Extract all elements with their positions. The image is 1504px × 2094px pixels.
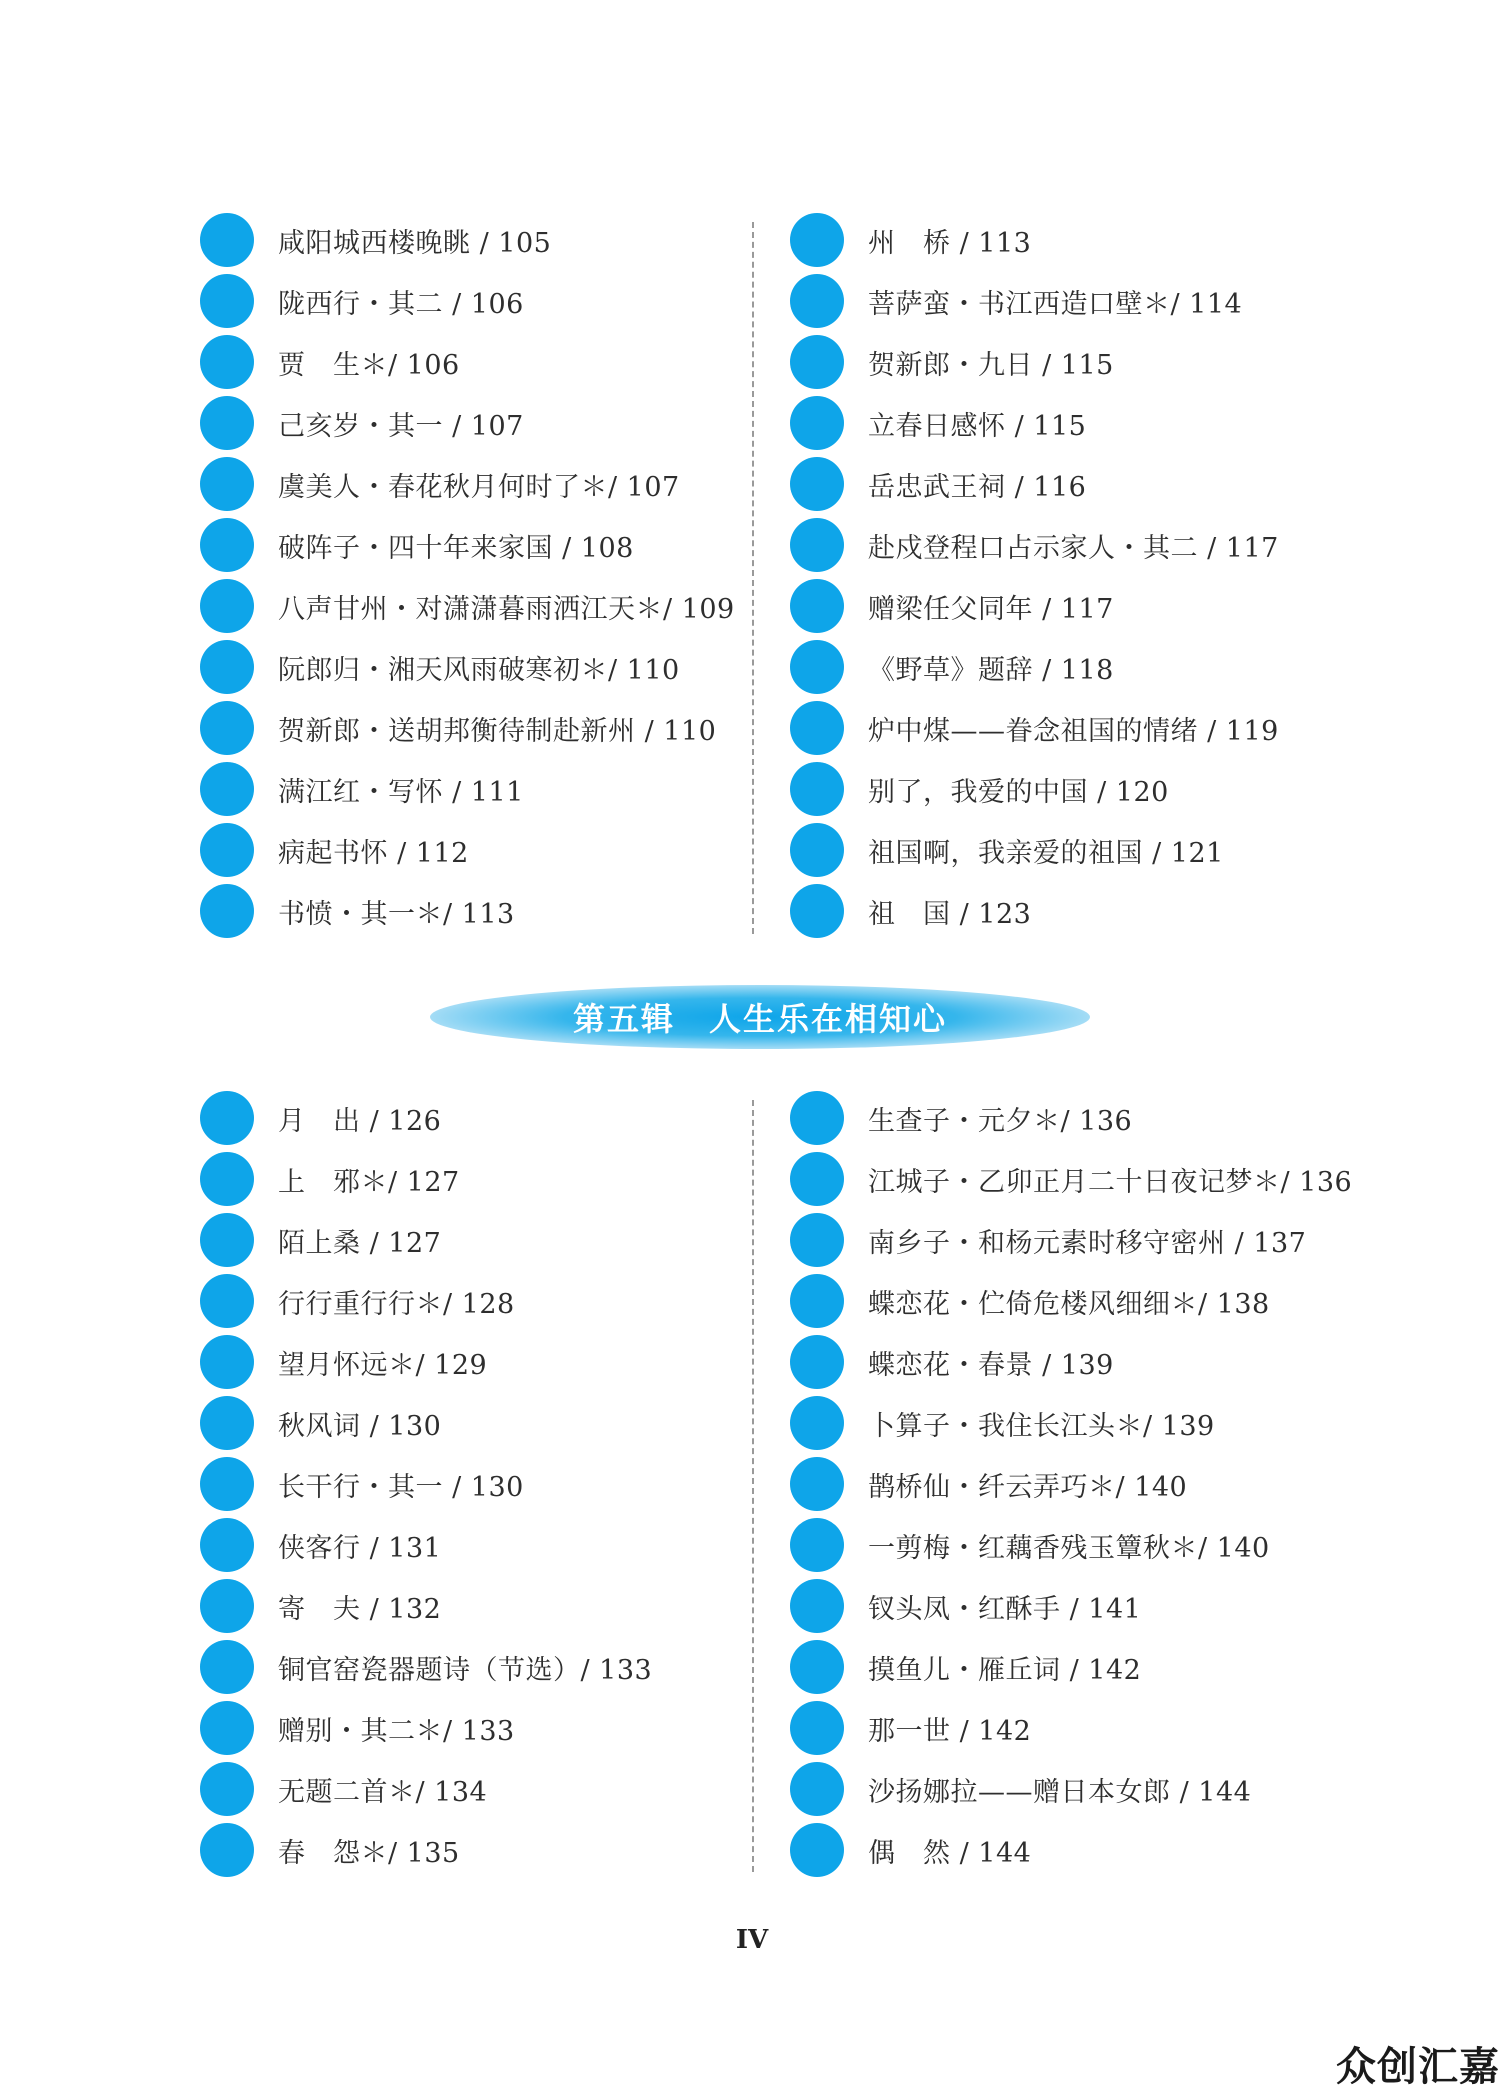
entry-title: 那一世 / 142 <box>868 1715 1032 1747</box>
list-item[interactable] <box>790 1274 1350 1328</box>
bullet-dot-icon <box>790 1274 844 1328</box>
entry-title: 秋风词 / 130 <box>278 1410 442 1442</box>
list-item[interactable] <box>790 1640 1350 1694</box>
entry-title: 岳忠武王祠 / 116 <box>868 471 1087 503</box>
entry-title: 赴戍登程口占示家人・其二 / 117 <box>868 532 1279 564</box>
bullet-dot-icon <box>200 1457 254 1511</box>
entry-title: 偶 然 / 144 <box>868 1837 1032 1869</box>
list-item[interactable] <box>790 274 1350 328</box>
entry-title: 炉中煤——眷念祖国的情绪 / 119 <box>868 715 1279 747</box>
bullet-dot-icon <box>790 274 844 328</box>
entry-title: 立春日感怀 / 115 <box>868 410 1087 442</box>
bullet-dot-icon <box>200 701 254 755</box>
entry-title: 江城子・乙卯正月二十日夜记梦＊/ 136 <box>868 1166 1353 1198</box>
entry-title: 陇西行・其二 / 106 <box>278 288 524 320</box>
list-item[interactable] <box>790 1457 1350 1511</box>
list-item[interactable] <box>200 701 760 755</box>
list-item[interactable] <box>790 518 1350 572</box>
bullet-dot-icon <box>200 213 254 267</box>
entry-title: 钗头凤・红酥手 / 141 <box>868 1593 1142 1625</box>
bullet-dot-icon <box>790 1701 844 1755</box>
entry-title: 蝶恋花・伫倚危楼风细细＊/ 138 <box>868 1288 1270 1320</box>
bullet-dot-icon <box>790 701 844 755</box>
list-item[interactable] <box>200 1762 760 1816</box>
list-item[interactable] <box>790 884 1350 938</box>
bullet-dot-icon <box>790 1518 844 1572</box>
list-item[interactable] <box>200 640 760 694</box>
list-item[interactable] <box>200 1701 760 1755</box>
list-item[interactable] <box>200 457 760 511</box>
bullet-dot-icon <box>790 1823 844 1877</box>
bullet-dot-icon <box>200 1274 254 1328</box>
entry-title: 破阵子・四十年来家国 / 108 <box>278 532 634 564</box>
list-item[interactable] <box>790 701 1350 755</box>
watermark-logo: 众创汇嘉 <box>1336 2044 1500 2090</box>
entry-title: 生查子・元夕＊/ 136 <box>868 1105 1133 1137</box>
bullet-dot-icon <box>200 640 254 694</box>
bullet-dot-icon <box>200 1762 254 1816</box>
bullet-dot-icon <box>790 1091 844 1145</box>
bullet-dot-icon <box>200 457 254 511</box>
entry-title: 祖国啊，我亲爱的祖国 / 121 <box>868 837 1224 869</box>
entry-title: 贺新郎・送胡邦衡待制赴新州 / 110 <box>278 715 717 747</box>
bullet-dot-icon <box>790 1335 844 1389</box>
entry-title: 无题二首＊/ 134 <box>278 1776 488 1808</box>
list-item[interactable] <box>790 762 1350 816</box>
bullet-dot-icon <box>200 335 254 389</box>
bullet-dot-icon <box>790 579 844 633</box>
bullet-dot-icon <box>790 1396 844 1450</box>
bullet-dot-icon <box>200 1396 254 1450</box>
list-item[interactable] <box>200 1640 760 1694</box>
bullet-dot-icon <box>200 1152 254 1206</box>
entry-title: 一剪梅・红藕香残玉簟秋＊/ 140 <box>868 1532 1270 1564</box>
entry-title: 陌上桑 / 127 <box>278 1227 442 1259</box>
list-item[interactable] <box>200 396 760 450</box>
bullet-dot-icon <box>790 335 844 389</box>
entry-title: 病起书怀 / 112 <box>278 837 469 869</box>
entry-title: 赠梁任父同年 / 117 <box>868 593 1114 625</box>
list-item[interactable] <box>790 640 1350 694</box>
bullet-dot-icon <box>200 1579 254 1633</box>
list-item[interactable] <box>200 1335 760 1389</box>
column-divider <box>752 1100 754 1872</box>
entry-title: 望月怀远＊/ 129 <box>278 1349 488 1381</box>
list-item[interactable] <box>790 1152 1353 1206</box>
entry-title: 侠客行 / 131 <box>278 1532 442 1564</box>
bullet-dot-icon <box>790 1457 844 1511</box>
list-item[interactable] <box>200 1091 760 1145</box>
list-item[interactable] <box>200 1579 760 1633</box>
list-item[interactable] <box>790 1213 1350 1267</box>
entry-title: 寄 夫 / 132 <box>278 1593 442 1625</box>
entry-title: 己亥岁・其一 / 107 <box>278 410 524 442</box>
bullet-dot-icon <box>790 884 844 938</box>
entry-title: 州 桥 / 113 <box>868 227 1032 259</box>
list-item[interactable] <box>790 1396 1350 1450</box>
list-item[interactable] <box>200 1823 760 1877</box>
list-item[interactable] <box>790 1823 1350 1877</box>
list-item[interactable] <box>790 1335 1350 1389</box>
list-item[interactable] <box>200 1213 760 1267</box>
list-item[interactable] <box>790 1762 1350 1816</box>
bullet-dot-icon <box>200 1518 254 1572</box>
entry-title: 摸鱼儿・雁丘词 / 142 <box>868 1654 1142 1686</box>
bullet-dot-icon <box>790 1213 844 1267</box>
bullet-dot-icon <box>200 762 254 816</box>
bullet-dot-icon <box>200 518 254 572</box>
entry-title: 卜算子・我住长江头＊/ 139 <box>868 1410 1215 1442</box>
bullet-dot-icon <box>200 1640 254 1694</box>
bullet-dot-icon <box>790 213 844 267</box>
bullet-dot-icon <box>790 457 844 511</box>
entry-title: 虞美人・春花秋月何时了＊/ 107 <box>278 471 680 503</box>
list-item[interactable] <box>200 579 760 633</box>
bullet-dot-icon <box>200 579 254 633</box>
list-item[interactable] <box>200 1152 760 1206</box>
entry-title: 菩萨蛮・书江西造口壁＊/ 114 <box>868 288 1243 320</box>
entry-title: 春 怨＊/ 135 <box>278 1837 460 1869</box>
list-item[interactable] <box>200 1457 760 1511</box>
list-item[interactable] <box>200 762 760 816</box>
list-item[interactable] <box>790 335 1350 389</box>
bullet-dot-icon <box>790 396 844 450</box>
bullet-dot-icon <box>200 1091 254 1145</box>
bullet-dot-icon <box>200 274 254 328</box>
bullet-dot-icon <box>200 823 254 877</box>
bullet-dot-icon <box>200 884 254 938</box>
entry-title: 上 邪＊/ 127 <box>278 1166 460 1198</box>
list-item[interactable] <box>200 213 760 267</box>
entry-title: 《野草》题辞 / 118 <box>868 654 1114 686</box>
list-item[interactable] <box>790 457 1350 511</box>
section-title: 第五辑 人生乐在相知心 <box>572 1000 947 1038</box>
list-item[interactable] <box>200 823 760 877</box>
entry-title: 贺新郎・九日 / 115 <box>868 349 1114 381</box>
list-item[interactable] <box>200 1518 760 1572</box>
bullet-dot-icon <box>790 1152 844 1206</box>
page-number: IV <box>735 1925 769 1955</box>
entry-title: 八声甘州・对潇潇暮雨洒江天＊/ 109 <box>278 593 735 625</box>
bullet-dot-icon <box>790 823 844 877</box>
list-item[interactable] <box>790 1518 1350 1572</box>
bullet-dot-icon <box>790 640 844 694</box>
list-item[interactable] <box>200 884 760 938</box>
bullet-dot-icon <box>200 1213 254 1267</box>
list-item[interactable] <box>200 1274 760 1328</box>
list-item[interactable] <box>790 579 1350 633</box>
entry-title: 长干行・其一 / 130 <box>278 1471 524 1503</box>
entry-title: 蝶恋花・春景 / 139 <box>868 1349 1114 1381</box>
bullet-dot-icon <box>200 396 254 450</box>
entry-title: 祖 国 / 123 <box>868 898 1032 930</box>
entry-title: 赠别・其二＊/ 133 <box>278 1715 515 1747</box>
list-item[interactable] <box>200 518 760 572</box>
entry-title: 书愤・其一＊/ 113 <box>278 898 515 930</box>
bullet-dot-icon <box>790 1762 844 1816</box>
list-item[interactable] <box>790 1091 1350 1145</box>
bullet-dot-icon <box>200 1335 254 1389</box>
bullet-dot-icon <box>200 1823 254 1877</box>
list-item[interactable] <box>200 1396 760 1450</box>
list-item[interactable] <box>200 274 760 328</box>
entry-title: 贾 生＊/ 106 <box>278 349 460 381</box>
list-item[interactable] <box>790 1579 1350 1633</box>
entry-title: 满江红・写怀 / 111 <box>278 776 524 808</box>
entry-title: 别了，我爱的中国 / 120 <box>868 776 1169 808</box>
entry-title: 铜官窑瓷器题诗（节选）/ 133 <box>278 1654 653 1686</box>
entry-title: 鹊桥仙・纤云弄巧＊/ 140 <box>868 1471 1188 1503</box>
entry-title: 月 出 / 126 <box>278 1105 442 1137</box>
entry-title: 咸阳城西楼晚眺 / 105 <box>278 227 552 259</box>
entry-title: 行行重行行＊/ 128 <box>278 1288 515 1320</box>
list-item[interactable] <box>790 823 1350 877</box>
bullet-dot-icon <box>200 1701 254 1755</box>
list-item[interactable] <box>790 396 1350 450</box>
bullet-dot-icon <box>790 518 844 572</box>
entry-title: 沙扬娜拉——赠日本女郎 / 144 <box>868 1776 1252 1808</box>
entry-title: 南乡子・和杨元素时移守密州 / 137 <box>868 1227 1307 1259</box>
bullet-dot-icon <box>790 1579 844 1633</box>
list-item[interactable] <box>790 213 1350 267</box>
bullet-dot-icon <box>790 1640 844 1694</box>
list-item[interactable] <box>200 335 760 389</box>
column-divider <box>752 222 754 934</box>
list-item[interactable] <box>790 1701 1350 1755</box>
entry-title: 阮郎归・湘天风雨破寒初＊/ 110 <box>278 654 680 686</box>
section-banner <box>430 985 1090 1049</box>
bullet-dot-icon <box>790 762 844 816</box>
